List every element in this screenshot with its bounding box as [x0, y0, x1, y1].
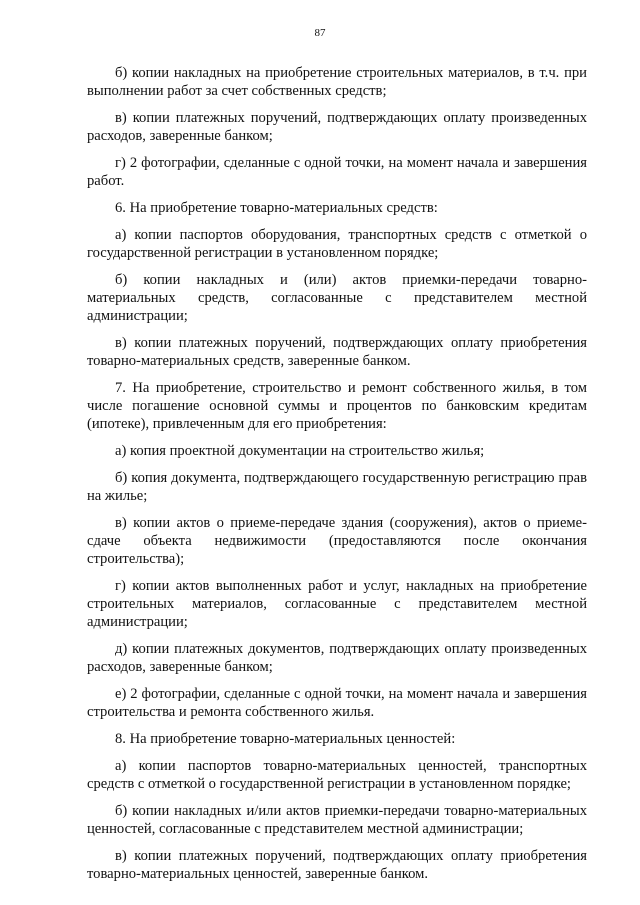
paragraph-8a: а) копии паспортов товарно-материальных ценностей, транспортных средств с отметкой о государственной регистрации в установленном порядке;	[87, 758, 587, 792]
paragraph-6v: в) копии платежных поручений, подтверждающих оплату приобретения товарно-материальных средств, заверенные банком.	[87, 335, 587, 369]
paragraph-7d: д) копии платежных документов, подтверждающих оплату произведенных расходов, заверенные банком;	[87, 641, 587, 675]
paragraph-8b: б) копии накладных и/или актов приемки-передачи товарно-материальных ценностей, согласованные с представителем местной администрации;	[87, 803, 587, 837]
page-number: 87	[314, 27, 326, 39]
paragraph-7a: а) копия проектной документации на строительство жилья;	[115, 443, 485, 459]
section-8-heading: 8. На приобретение товарно-материальных ценностей:	[115, 731, 456, 747]
paragraph-7e: е) 2 фотографии, сделанные с одной точки, на момент начала и завершения строительства и ремонта собственного жилья.	[87, 686, 587, 720]
paragraph-8v: в) копии платежных поручений, подтверждающих оплату приобретения товарно-материальных ценностей, заверенные банком.	[87, 848, 587, 882]
paragraph-g-photos: г) 2 фотографии, сделанные с одной точки, на момент начала и завершения работ.	[87, 155, 587, 189]
paragraph-6b: б) копии накладных и (или) актов приемки-передачи товарно-материальных средств, согласованные с представителем местной администрации;	[87, 272, 587, 324]
paragraph-7g: г) копии актов выполненных работ и услуг, накладных на приобретение строительных материалов, согласованные с представителем местной администрации;	[87, 578, 587, 630]
section-6-heading: 6. На приобретение товарно-материальных средств:	[115, 200, 438, 216]
paragraph-b-invoices-materials: б) копии накладных на приобретение строительных материалов, в т.ч. при выполнении работ за счет собственных средств;	[87, 65, 587, 99]
paragraph-6a: а) копии паспортов оборудования, транспортных средств с отметкой о государственной регистрации в установленном порядке;	[87, 227, 587, 261]
document-body	[87, 64, 587, 892]
paragraph-7b: б) копия документа, подтверждающего государственную регистрацию прав на жилье;	[87, 470, 587, 504]
paragraph-v-payment-orders: в) копии платежных поручений, подтверждающих оплату произведенных расходов, заверенные банком;	[87, 110, 587, 144]
section-7-heading: 7. На приобретение, строительство и ремонт собственного жилья, в том числе погашение основной суммы и процентов по банковским кредитам (ипотеке), привлеченным для его приобретения:	[87, 380, 587, 432]
paragraph-7v: в) копии актов о приеме-передаче здания (сооружения), актов о приеме-сдаче объекта недвижимости (предоставляются после окончания строительства);	[87, 515, 587, 567]
